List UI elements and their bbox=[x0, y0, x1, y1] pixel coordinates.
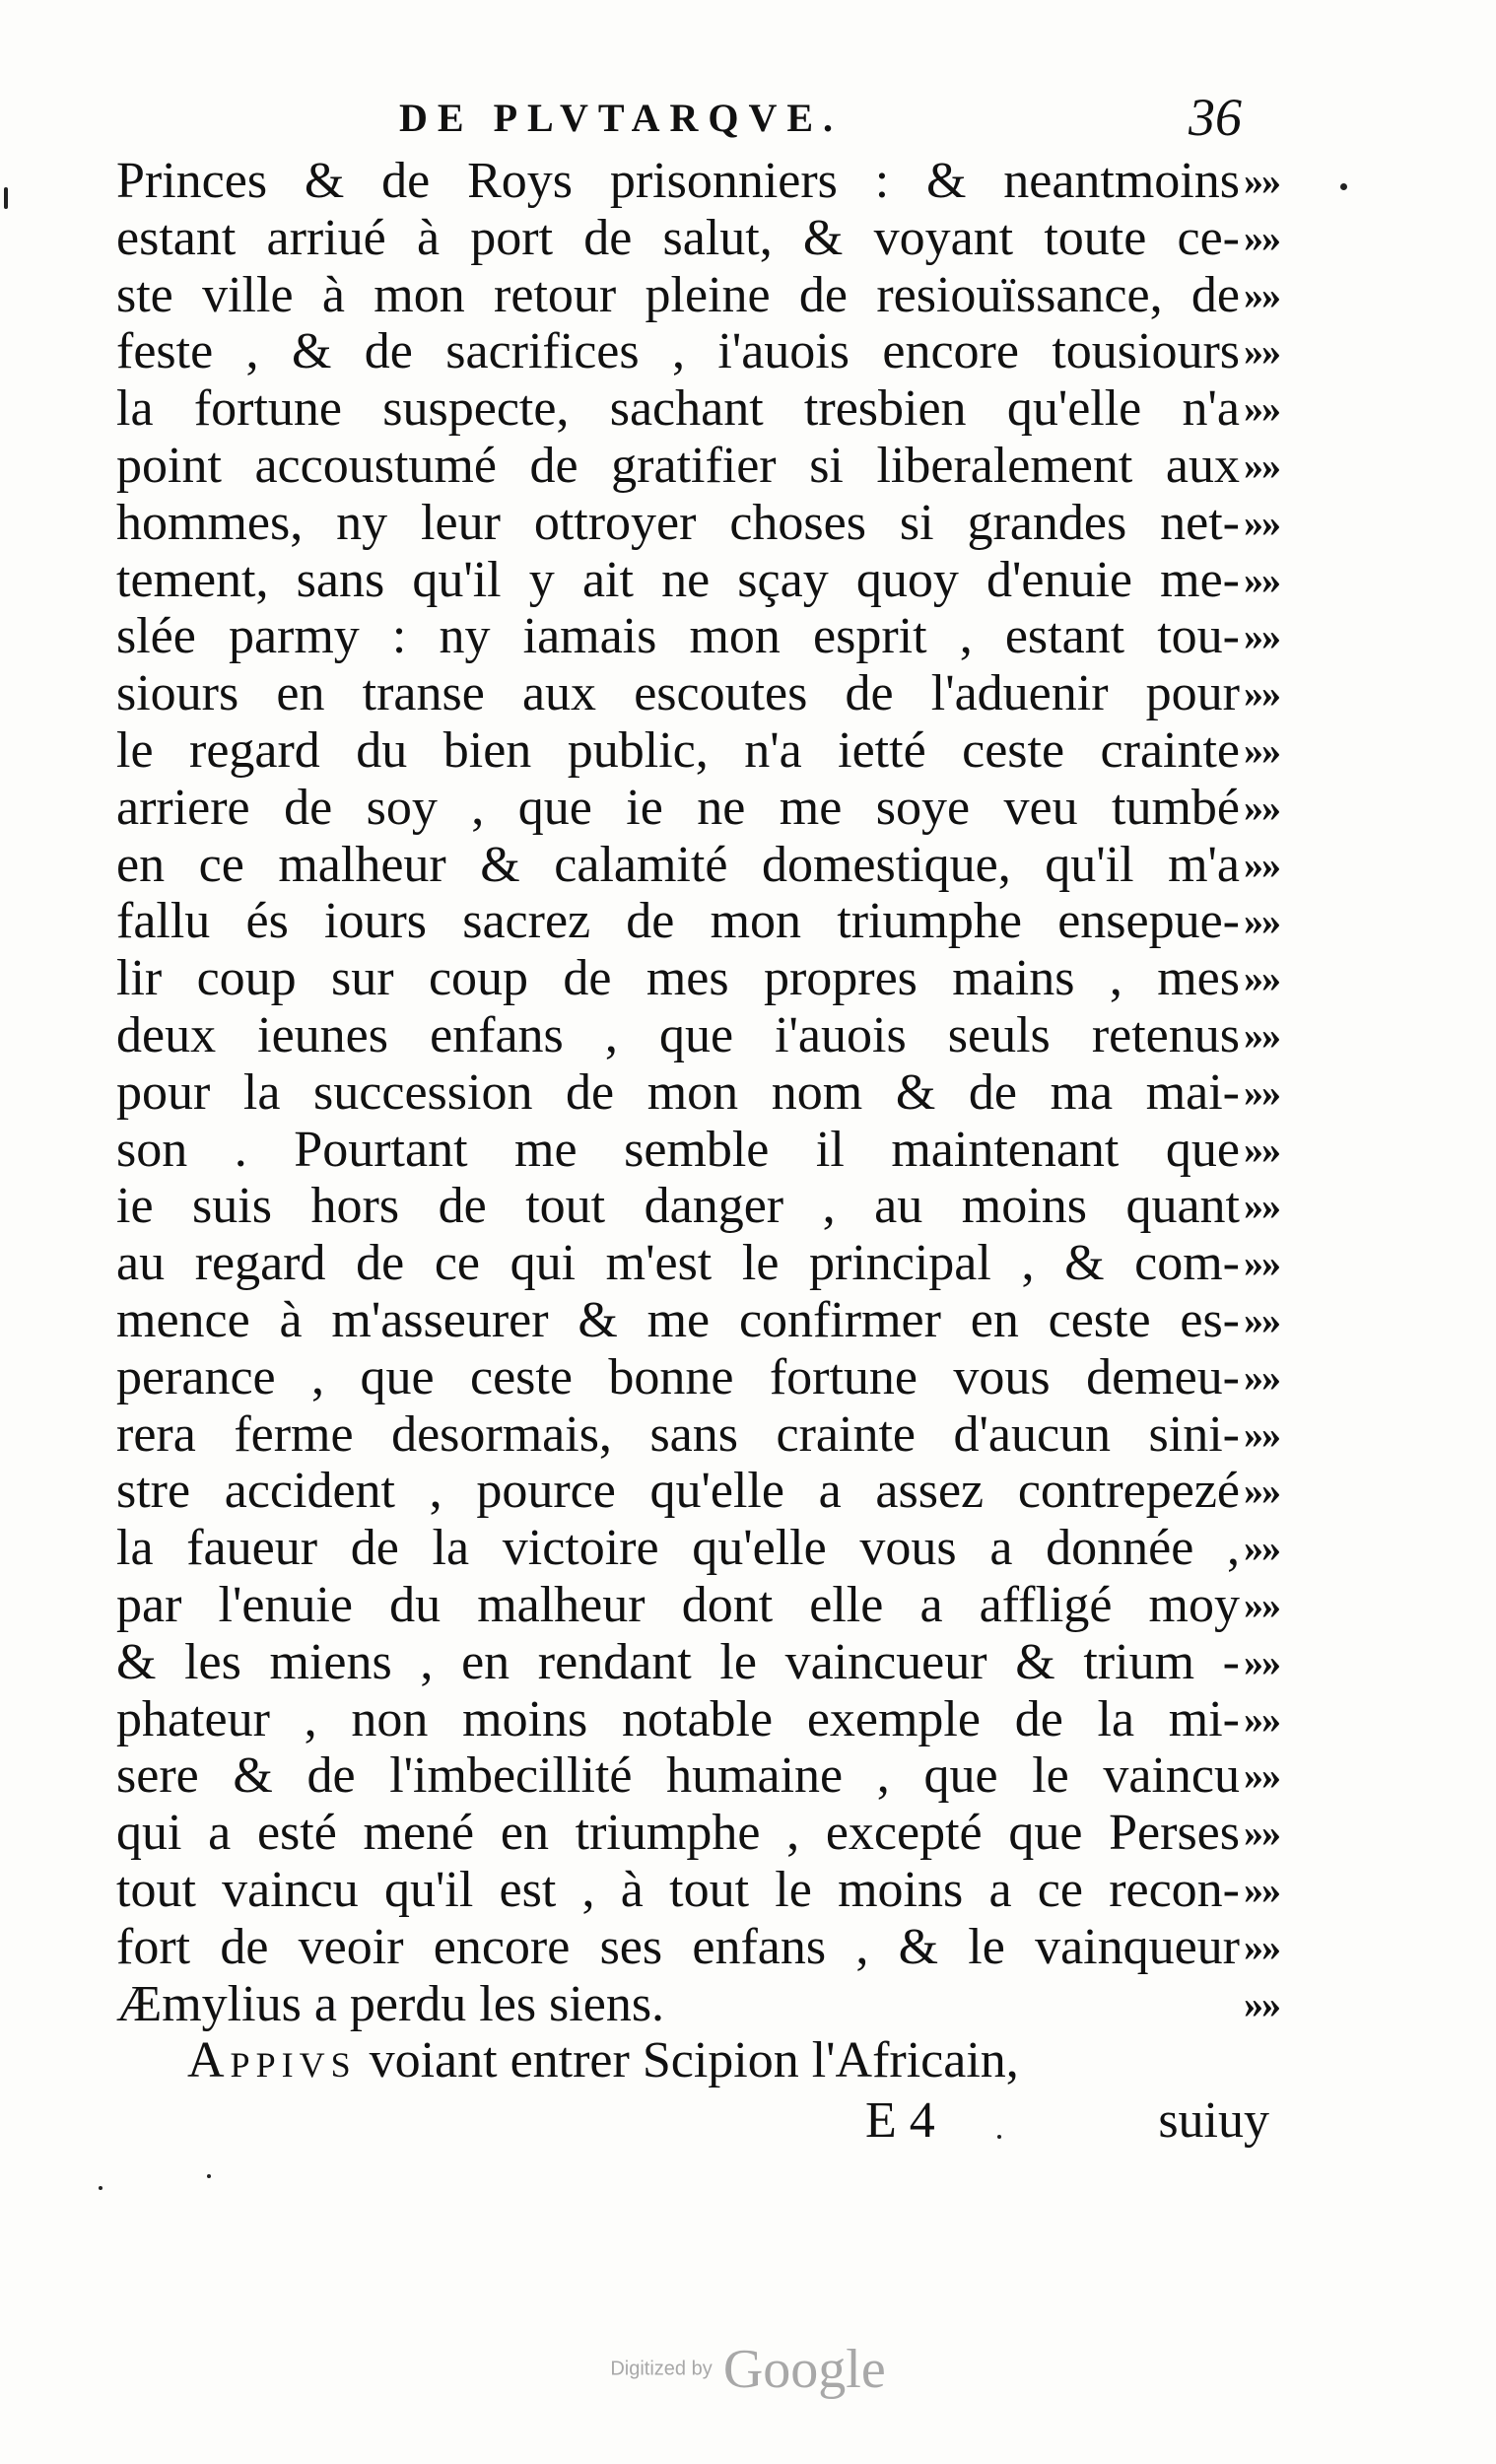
ink-speck bbox=[997, 2135, 1001, 2139]
text-line: ste ville à mon retour pleine de resiouïssance, de bbox=[116, 266, 1240, 323]
quotation-mark: »» bbox=[1244, 1012, 1279, 1058]
text-line: perance , que ceste bonne fortune vous demeu- bbox=[116, 1348, 1240, 1405]
text-line: Princes & de Roys prisonniers : & neantmoins bbox=[116, 153, 1240, 209]
text-line: pour la succession de mon nom & de ma mai- bbox=[116, 1063, 1240, 1121]
quotation-mark: »» bbox=[1244, 727, 1279, 773]
quotation-mark: »» bbox=[1244, 272, 1279, 317]
text-line: phateur , non moins notable exemple de la mi- bbox=[116, 1690, 1240, 1747]
quotation-mark: »» bbox=[1244, 500, 1279, 545]
text-line: & les miens , en rendant le vaincueur & trium - bbox=[116, 1633, 1240, 1690]
text-line: par l'enuie du malheur dont elle a affligé moy bbox=[116, 1576, 1240, 1633]
running-title: DE PLVTARQVE. bbox=[399, 96, 844, 140]
ink-speck bbox=[1340, 183, 1347, 190]
text-line: fort de veoir encore ses enfans , & le vainqueur bbox=[116, 1918, 1240, 1975]
ink-speck bbox=[207, 2174, 211, 2178]
quotation-mark: »» bbox=[1244, 159, 1279, 203]
text-line: fallu és iours sacrez de mon triumphe ensepue- bbox=[116, 893, 1240, 950]
text-line: hommes, ny leur ottroyer choses si grandes net- bbox=[116, 494, 1240, 551]
quotation-mark: »» bbox=[1244, 386, 1279, 432]
text-line: Æmylius a perdu les siens. bbox=[116, 1975, 665, 2032]
text-line: tement, sans qu'il y ait ne sçay quoy d'enuie me- bbox=[116, 551, 1240, 608]
quotation-mark: »» bbox=[1244, 329, 1279, 375]
text-line: la faueur de la victoire qu'elle vous a donnée , bbox=[116, 1520, 1240, 1577]
quotation-mark: »» bbox=[1244, 1411, 1279, 1457]
text-line: rera ferme desormais, sans crainte d'aucun sini- bbox=[116, 1405, 1240, 1463]
text-line: au regard de ce qui m'est le principal , & com- bbox=[116, 1235, 1240, 1292]
quotation-mark: »» bbox=[1244, 785, 1279, 830]
page-number: 36 bbox=[1189, 88, 1242, 147]
text-line: slée parmy : ny iamais mon esprit , estant tou- bbox=[116, 608, 1240, 665]
text-line: mence à m'asseurer & me confirmer en ceste es- bbox=[116, 1291, 1240, 1348]
quotation-mark: »» bbox=[1244, 1811, 1279, 1856]
quotation-mark: »» bbox=[1244, 215, 1279, 260]
text-line: stre accident , pource qu'elle a assez contrepezé bbox=[116, 1463, 1240, 1520]
ink-speck bbox=[99, 2186, 102, 2190]
text-line: en ce malheur & calamité domestique, qu'il m'a bbox=[116, 836, 1240, 893]
signature-mark: E 4 bbox=[865, 2092, 935, 2149]
text-line: la fortune suspecte, sachant tresbien qu'elle n'a bbox=[116, 380, 1240, 438]
quotation-mark: »» bbox=[1244, 1184, 1279, 1229]
quotation-mark: »» bbox=[1244, 1582, 1279, 1627]
page-header bbox=[394, 87, 1242, 156]
watermark-brand: Google bbox=[722, 2339, 886, 2400]
quotation-mark: »» bbox=[1244, 899, 1279, 944]
quotation-mark: »» bbox=[1244, 1924, 1279, 1969]
text-line: sere & de l'imbecillité humaine , que le vaincu bbox=[116, 1747, 1240, 1805]
quotation-mark: »» bbox=[1244, 1526, 1279, 1571]
body-text bbox=[116, 153, 1240, 2032]
text-line: arriere de soy , que ie ne me soye veu tumbé bbox=[116, 779, 1240, 836]
quotation-mark: »» bbox=[1244, 1981, 1279, 2026]
paragraph-initial-word: Appivs bbox=[187, 2032, 357, 2088]
quotation-mark: »» bbox=[1244, 1639, 1279, 1684]
text-line: lir coup sur coup de mes propres mains , mes bbox=[116, 950, 1240, 1007]
quotation-mark: »» bbox=[1244, 1127, 1279, 1172]
text-line: deux ieunes enfans , que i'auois seuls retenus bbox=[116, 1006, 1240, 1063]
text-line: siours en transe aux escoutes de l'aduenir pour bbox=[116, 665, 1240, 722]
text-line: feste , & de sacrifices , i'auois encore tousiours bbox=[116, 323, 1240, 380]
text-line: ie suis hors de tout danger , au moins quant bbox=[116, 1178, 1240, 1235]
quotation-mark: »» bbox=[1244, 1354, 1279, 1400]
quotation-mark: »» bbox=[1244, 1753, 1279, 1799]
quotation-mark: »» bbox=[1244, 1867, 1279, 1912]
quotation-mark: »» bbox=[1244, 1696, 1279, 1742]
text-line: qui a esté mené en triumphe , excepté que Perses bbox=[116, 1805, 1240, 1862]
text-line: estant arriué à port de salut, & voyant toute ce- bbox=[116, 209, 1240, 266]
text-line: son . Pourtant me semble il maintenant que bbox=[116, 1121, 1240, 1178]
new-paragraph bbox=[116, 2032, 1240, 2089]
watermark-prefix: Digitized by bbox=[610, 2358, 713, 2380]
paragraph-first-line-rest: voiant entrer Scipion l'Africain, bbox=[356, 2032, 1019, 2088]
quotation-mark: »» bbox=[1244, 842, 1279, 887]
quotation-mark: »» bbox=[1244, 557, 1279, 602]
quotation-mark: »» bbox=[1244, 1469, 1279, 1514]
digitization-watermark bbox=[0, 2338, 1496, 2401]
quotation-mark: »» bbox=[1244, 1297, 1279, 1342]
quotation-mark: »» bbox=[1244, 443, 1279, 488]
quotation-mark: »» bbox=[1244, 614, 1279, 659]
quotation-mark: »» bbox=[1244, 1069, 1279, 1115]
text-line: point accoustumé de gratifier si liberalement aux bbox=[116, 437, 1240, 494]
quotation-marks-column bbox=[1244, 153, 1303, 2032]
quotation-mark: »» bbox=[1244, 671, 1279, 717]
ink-speck bbox=[4, 187, 8, 209]
page-footer bbox=[116, 2091, 1269, 2151]
quotation-mark: »» bbox=[1244, 1241, 1279, 1286]
paragraph-first-line bbox=[116, 2032, 1240, 2089]
text-line: le regard du bien public, n'a ietté ceste crainte bbox=[116, 721, 1240, 779]
text-line: tout vaincu qu'il est , à tout le moins a ce recon- bbox=[116, 1861, 1240, 1918]
quotation-mark: »» bbox=[1244, 956, 1279, 1001]
catchword: suiuy bbox=[1158, 2092, 1269, 2149]
